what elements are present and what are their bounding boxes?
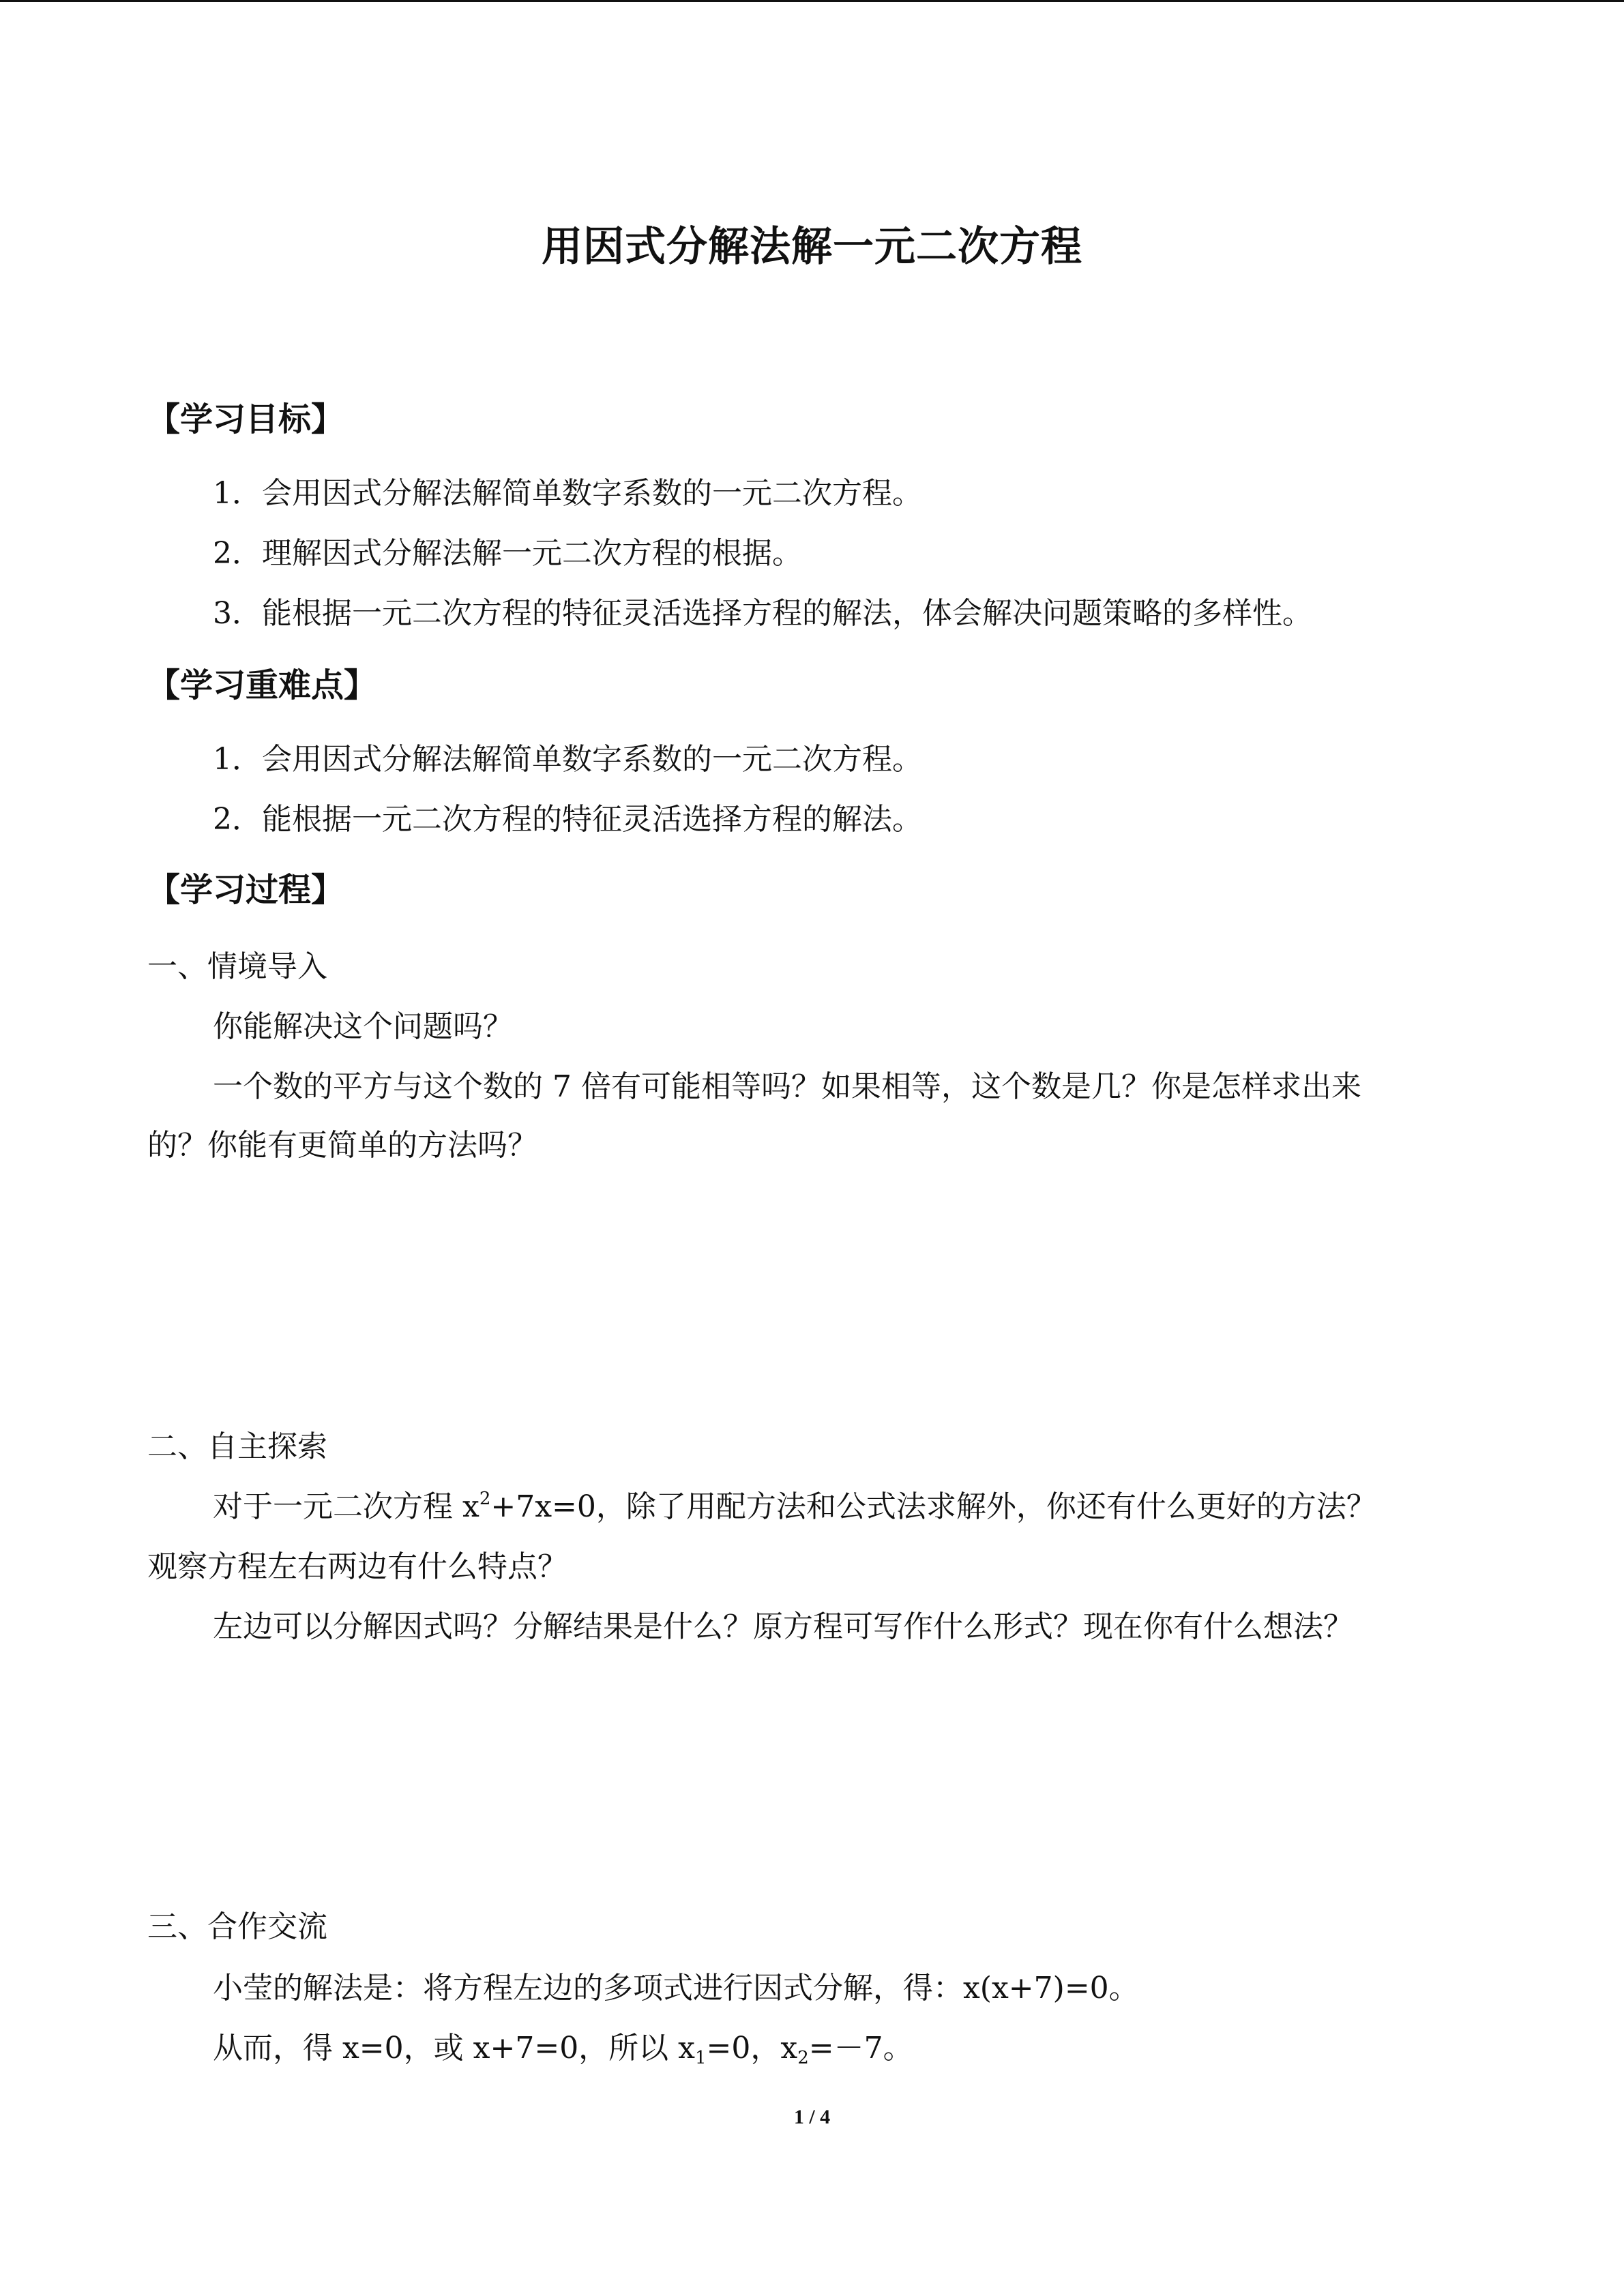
paragraph-line: 你能解决这个问题吗？ (213, 1009, 513, 1044)
section-title-exploration: 二、自主探索 (147, 1429, 327, 1464)
top-border (0, 0, 1624, 2)
process-heading: 【学习过程】 (147, 871, 344, 909)
paragraph-line: 一个数的平方与这个数的 7 倍有可能相等吗？如果相等，这个数是几？你是怎样求出来 (213, 1069, 1361, 1104)
subscript: 1 (695, 2048, 707, 2068)
superscript: 2 (479, 1489, 491, 1509)
key-point-item: 2．能根据一元二次方程的特征灵活选择方程的解法。 (213, 802, 922, 837)
subscript: 2 (797, 2048, 809, 2068)
equation-text: +7x=0，除了用配方法和公式法求解外，你还有什么更好的方法？ (490, 1489, 1376, 1524)
objective-item: 3．能根据一元二次方程的特征灵活选择方程的解法，体会解决问题策略的多样性。 (213, 596, 1312, 631)
objective-item: 1．会用因式分解法解简单数字系数的一元二次方程。 (213, 476, 922, 511)
page-number: 1 / 4 (793, 2106, 831, 2128)
paragraph-line: 左边可以分解因式吗？分解结果是什么？原方程可写作什么形式？现在你有什么想法？ (213, 1609, 1353, 1644)
solution-line (213, 2031, 913, 2067)
page-title: 用因式分解法解一元二次方程 (542, 223, 1082, 271)
section-title-cooperation: 三、合作交流 (147, 1909, 327, 1944)
section-title-scenario: 一、情境导入 (147, 949, 327, 984)
key-points-heading: 【学习重难点】 (147, 666, 377, 704)
paragraph-line: 观察方程左右两边有什么特点？ (147, 1549, 567, 1584)
solution-text: =0，x (706, 2031, 798, 2066)
paragraph-line: 小莹的解法是：将方程左边的多项式进行因式分解，得：x(x+7)=0。 (213, 1971, 1139, 2006)
paragraph-line: 的？你能有更简单的方法吗？ (147, 1128, 537, 1163)
solution-text: =－7。 (808, 2031, 913, 2066)
equation-line (213, 1489, 1376, 1525)
key-point-item: 1．会用因式分解法解简单数字系数的一元二次方程。 (213, 742, 922, 777)
equation-text: 对于一元二次方程 x (213, 1489, 479, 1524)
objectives-heading: 【学习目标】 (147, 400, 344, 438)
objective-item: 2．理解因式分解法解一元二次方程的根据。 (213, 536, 802, 571)
solution-text: 从而，得 x=0，或 x+7=0，所以 x (213, 2031, 695, 2066)
